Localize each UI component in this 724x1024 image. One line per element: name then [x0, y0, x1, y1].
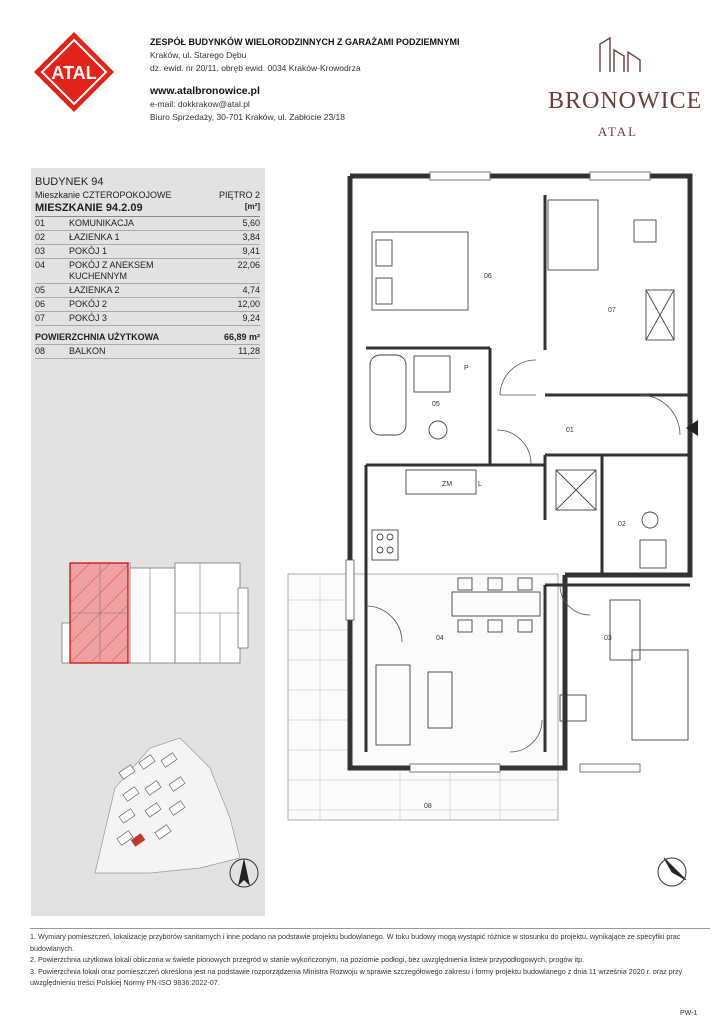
total-row: POWIERZCHNIA UŻYTKOWA 66,89 m²: [35, 326, 260, 345]
table-row: 01 KOMUNIKACJA 5,60: [35, 217, 260, 231]
cooktop-icon: [372, 530, 398, 560]
address-line: Kraków, ul. Starego Dębu: [150, 50, 247, 60]
balcony-row: 08 BALKON 11,28: [35, 345, 260, 359]
footnotes: [30, 928, 710, 989]
table-row: 03 POKÓJ 1 9,41: [35, 245, 260, 259]
balcony: [288, 574, 558, 820]
floor-label: PIĘTRO 2: [218, 190, 260, 200]
parcel-line: dz. ewid. nr 20/11, obręb ewid. 0034 Kraków-Krowodrza: [150, 63, 361, 73]
apartment-number: MIESZKANIE 94.2.09: [35, 202, 143, 214]
bed-icon: [372, 232, 468, 310]
brand-sub: ATAL: [597, 124, 639, 139]
room-label-01: 01: [566, 427, 574, 434]
sink-icon: [414, 356, 450, 392]
site-north-arrow-icon: [228, 856, 260, 890]
site-plan: [90, 728, 250, 878]
room-label-07: 07: [608, 307, 616, 314]
area-table: [35, 176, 260, 359]
brand-name: BRONOWICE: [548, 88, 703, 114]
header-info: [150, 36, 550, 124]
atal-logo: [32, 30, 116, 114]
table-row: 07 POKÓJ 3 9,24: [35, 312, 260, 326]
chair-icon: [634, 220, 656, 242]
room-label-06: 06: [484, 273, 492, 280]
table-row: 04 POKÓJ Z ANEKSEM KUCHENNYM 22,06: [35, 259, 260, 284]
room-label-02: 02: [618, 521, 626, 528]
zm-label: ZM: [442, 481, 453, 488]
page-code: PW-1: [680, 1010, 698, 1017]
logo-text: ATAL: [51, 63, 97, 83]
unit-label: [m²]: [244, 202, 260, 211]
room-label-05: 05: [432, 401, 440, 408]
table-row: 05 ŁAZIENKA 2 4,74: [35, 284, 260, 298]
room-label-03: 03: [604, 635, 612, 642]
note-3: 3. Powierzchnia lokali oraz pomieszczeń określona jest na podstawie rozporządzenia Ministra Rozwoju w sprawie szczegółowego zakresu i formy projektu budowlanego z dnia 11 września 2020 r. oraz przy uwzględnieniu treści Polskiej Normy PN-ISO 9836:2022-07.: [30, 966, 683, 987]
floor-plan: [280, 168, 720, 908]
bed-icon: [632, 650, 688, 740]
north-arrow-icon: [658, 858, 686, 886]
apartment-type: Mieszkanie CZTEROPOKOJOWE: [35, 190, 172, 200]
toilet-icon: [429, 421, 447, 439]
l-label: L: [478, 481, 482, 488]
project-title: ZESPÓŁ BUDYNKÓW WIELORODZINNYCH Z GARAŻAMI PODZIEMNYMI: [150, 37, 460, 47]
floor-key-plan: [60, 548, 250, 688]
room-label-04: 04: [436, 635, 444, 642]
email-line[interactable]: e-mail: dokkrakow@atal.pl: [150, 99, 250, 109]
bathtub-icon: [370, 355, 406, 435]
building-label: BUDYNEK 94: [35, 176, 104, 188]
table-row: 06 POKÓJ 2 12,00: [35, 298, 260, 312]
note-2: 2. Powierzchnia użytkowa lokali obliczona w świetle pionowych przegród w stanie wykończonym, na poziomie podłogi, bez uwzględnienia listew przypodłogowych, progów itp.: [30, 955, 585, 964]
single-bed-icon: [548, 200, 598, 270]
note-1: 1. Wymiary pomieszczeń, lokalizację przyborów sanitarnych i inne podano na podstawie projektu budowlanego. W toku budowy mogą wystąpić różnice w stosunku do projektu, wynikające ze specyfiki prac budowlanych.: [30, 932, 681, 953]
table-row: 02 ŁAZIENKA 1 3,84: [35, 231, 260, 245]
office-line: Biuro Sprzedaży, 30-701 Kraków, ul. Zabłocie 23/18: [150, 112, 345, 122]
p-label: P: [464, 365, 469, 372]
website-link[interactable]: www.atalbronowice.pl: [150, 85, 260, 97]
room-label-08: 08: [424, 803, 432, 810]
